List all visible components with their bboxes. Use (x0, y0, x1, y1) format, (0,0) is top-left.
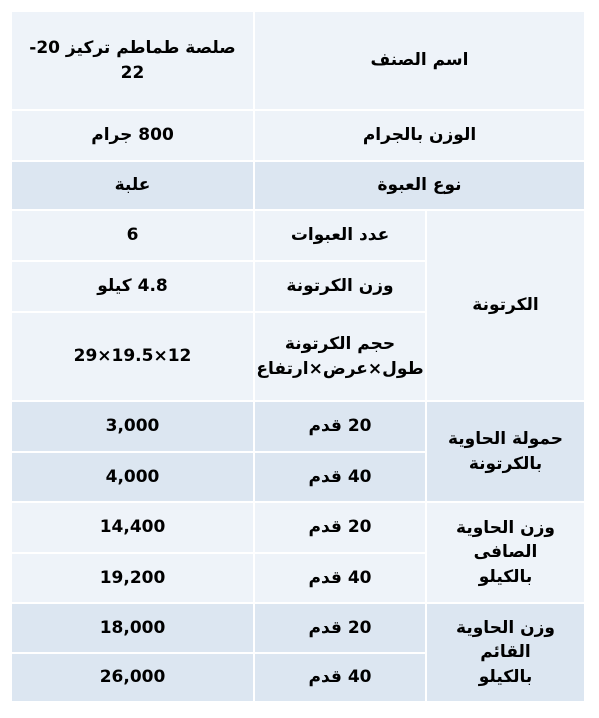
net-weight-20-size-cell (253, 501, 427, 554)
item-name-value: صلصة طماطم تركيز 20-22 (29, 37, 236, 83)
package-type-label: نوع العبوة (377, 175, 462, 196)
container-cartons-label-cell (425, 400, 586, 503)
carton-size-label-line2: طول×عرض×ارتفاع (256, 358, 424, 379)
net-weight-40-value: 19,200 (99, 567, 166, 588)
weight-value-cell (10, 109, 255, 162)
units-count-value: 6 (126, 225, 139, 246)
package-type-value-cell (10, 160, 255, 211)
units-count-value-cell (10, 209, 255, 262)
container-cartons-20-value-cell (10, 400, 255, 453)
net-weight-label-cell (425, 501, 586, 604)
gross-weight-40-value: 26,000 (99, 667, 166, 688)
carton-size-label-line1: حجم الكرتونة (284, 333, 396, 354)
container-cartons-20-value: 3,000 (105, 416, 160, 437)
gross-weight-40-value-cell (10, 652, 255, 703)
gross-weight-20-size-cell (253, 602, 427, 654)
net-weight-20-value-cell (10, 501, 255, 554)
container-cartons-label-line2: بالكرتونة (468, 453, 543, 474)
carton-weight-value-cell (10, 260, 255, 313)
container-cartons-40-value-cell (10, 451, 255, 503)
carton-size-value: 29×19.5×12 (73, 346, 192, 367)
net-weight-40-size-cell (253, 552, 427, 604)
net-weight-40-value-cell (10, 552, 255, 604)
gross-weight-20-value-cell (10, 602, 255, 654)
container-cartons-40-value: 4,000 (105, 466, 160, 487)
net-weight-20-value: 14,400 (99, 517, 166, 538)
package-type-label-cell (253, 160, 586, 211)
carton-weight-label: وزن الكرتونة (286, 276, 394, 297)
gross-weight-40-size-cell (253, 652, 427, 703)
carton-weight-value: 4.8 كيلو (97, 276, 168, 297)
carton-weight-label-cell (253, 260, 427, 313)
container-cartons-20-size: 20 قدم (308, 416, 372, 437)
weight-label: الوزن بالجرام (362, 125, 477, 146)
gross-weight-label-line1: وزن الحاوية القائم (456, 617, 555, 663)
container-cartons-20-size-cell (253, 400, 427, 453)
carton-group-label: الكرتونة (472, 295, 539, 316)
net-weight-label-line2: بالكيلو (478, 566, 533, 587)
gross-weight-20-size: 20 قدم (308, 617, 372, 638)
net-weight-20-size: 20 قدم (308, 517, 372, 538)
carton-size-value-cell (10, 311, 255, 402)
container-cartons-40-size: 40 قدم (308, 466, 372, 487)
container-cartons-40-size-cell (253, 451, 427, 503)
item-name-value-cell (10, 10, 255, 111)
net-weight-40-size: 40 قدم (308, 567, 372, 588)
item-name-label: اسم الصنف (370, 50, 469, 71)
container-cartons-label-line1: حمولة الحاوية (447, 428, 564, 449)
gross-weight-20-value: 18,000 (99, 617, 166, 638)
weight-value: 800 جرام (91, 125, 174, 146)
carton-size-label-cell (253, 311, 427, 402)
units-count-label: عدد العبوات (290, 225, 390, 246)
weight-label-cell (253, 109, 586, 162)
item-name-label-cell (253, 10, 586, 111)
package-type-value: علبة (114, 175, 151, 196)
carton-group-label-cell (425, 209, 586, 402)
gross-weight-label-cell (425, 602, 586, 703)
gross-weight-label-line2: بالكيلو (478, 666, 533, 687)
gross-weight-40-size: 40 قدم (308, 667, 372, 688)
net-weight-label-line1: وزن الحاوية الصافى (456, 517, 555, 563)
units-count-label-cell (253, 209, 427, 262)
